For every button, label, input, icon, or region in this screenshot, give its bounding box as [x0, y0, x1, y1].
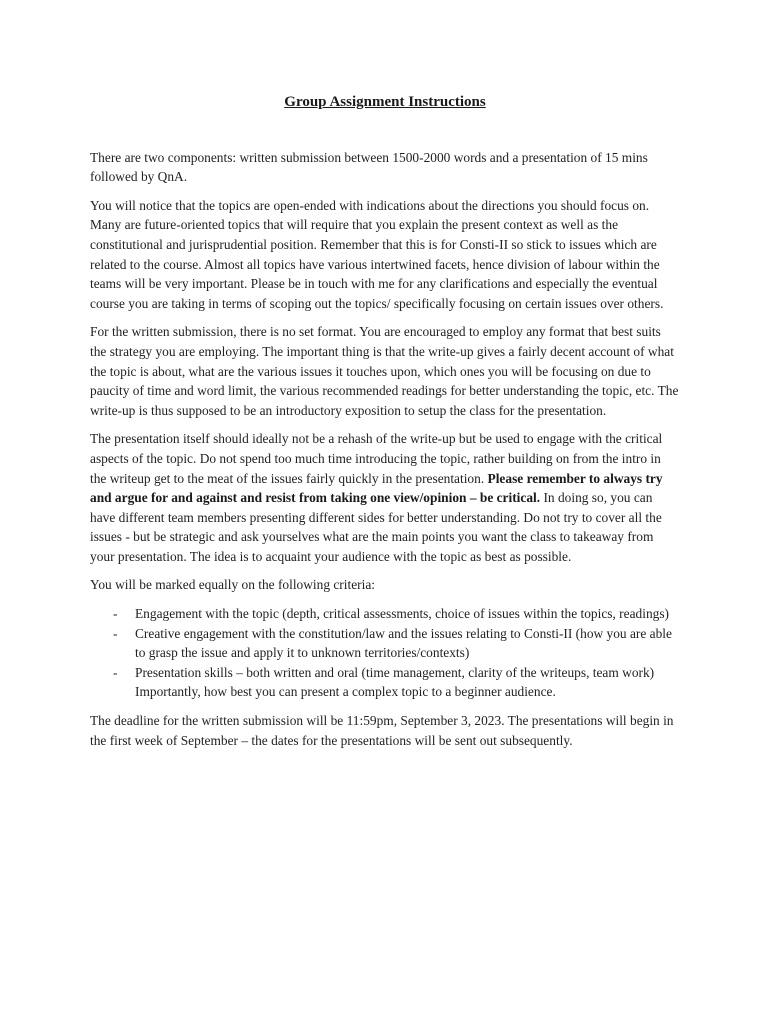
criteria-item	[90, 663, 680, 702]
document-page	[90, 93, 680, 759]
paragraph-presentation-emphasis: Please remember to always try and argue for and against and resist from taking one view/opinion – be critical.	[90, 470, 663, 506]
paragraph-presentation-end: In doing so, you can have different team members presenting different sides for better understanding. Do not try to cover all the issues - but be strategic and ask yourselves what are the main points you want the class to takeaway from your presentation. The idea is to acquaint your audience with the topic as best as possible.	[90, 490, 662, 564]
paragraph-components: There are two components: written submission between 1500-2000 words and a presentation of 15 mins followed by QnA.	[90, 149, 648, 185]
criteria-item-text: Presentation skills – both written and oral (time management, clarity of the writeups, team work) Importantly, how best you can present a complex topic to a beginner audience.	[135, 664, 655, 700]
document-title: Group Assignment Instructions	[284, 94, 486, 110]
list-bullet: -	[113, 625, 118, 641]
paragraph-presentation-start: The presentation itself should ideally not be a rehash of the write-up but be used to engage with the critical aspects of the topic. Do not spend too much time introducing the topic, rather building on from the intro in the writeup get to the meat of the issues fairly quickly in the presentation.	[90, 431, 663, 486]
paragraph-topics: You will notice that the topics are open-ended with indications about the directions you should focus on. Many are future-oriented topics that will require that you explain the present context as well as the constitutional and jurisprudential position. Remember that this is for Consti-II so stick to issues which are related to the course. Almost all topics have various intertwined facets, hence division of labour within the teams will be very important. Please be in touch with me for any clarifications and especially the eventual course you are taking in terms of scoping out the topics/ specifically focusing on certain issues over others.	[90, 197, 664, 311]
paragraph-presentation	[90, 429, 680, 566]
list-bullet: -	[113, 664, 118, 680]
paragraph-written-submission: For the written submission, there is no set format. You are encouraged to employ any format that best suits the strategy you are employing. The important thing is that the write-up gives a fairly decent account of what the topic is about, what are the various issues it touches upon, which ones you will be focusing on due to paucity of time and word limit, the various recommended readings for better understanding the topic, etc. The write-up is thus supposed to be an introductory exposition to setup the class for the presentation.	[90, 324, 679, 418]
paragraph-criteria-intro: You will be marked equally on the following criteria:	[90, 577, 375, 593]
criteria-item	[90, 624, 680, 663]
criteria-item-text: Engagement with the topic (depth, critical assessments, choice of issues within the topics, readings)	[135, 606, 670, 622]
criteria-list	[90, 604, 680, 702]
paragraph-deadline: The deadline for the written submission will be 11:59pm, September 3, 2023. The presentations will begin in the first week of September – the dates for the presentations will be sent out subsequently.	[90, 713, 674, 748]
list-bullet: -	[113, 606, 118, 622]
criteria-item-text: Creative engagement with the constitution/law and the issues relating to Consti-II (how you are able to grasp the issue and apply it to unknown territories/contexts)	[135, 625, 672, 661]
criteria-item	[90, 604, 680, 624]
